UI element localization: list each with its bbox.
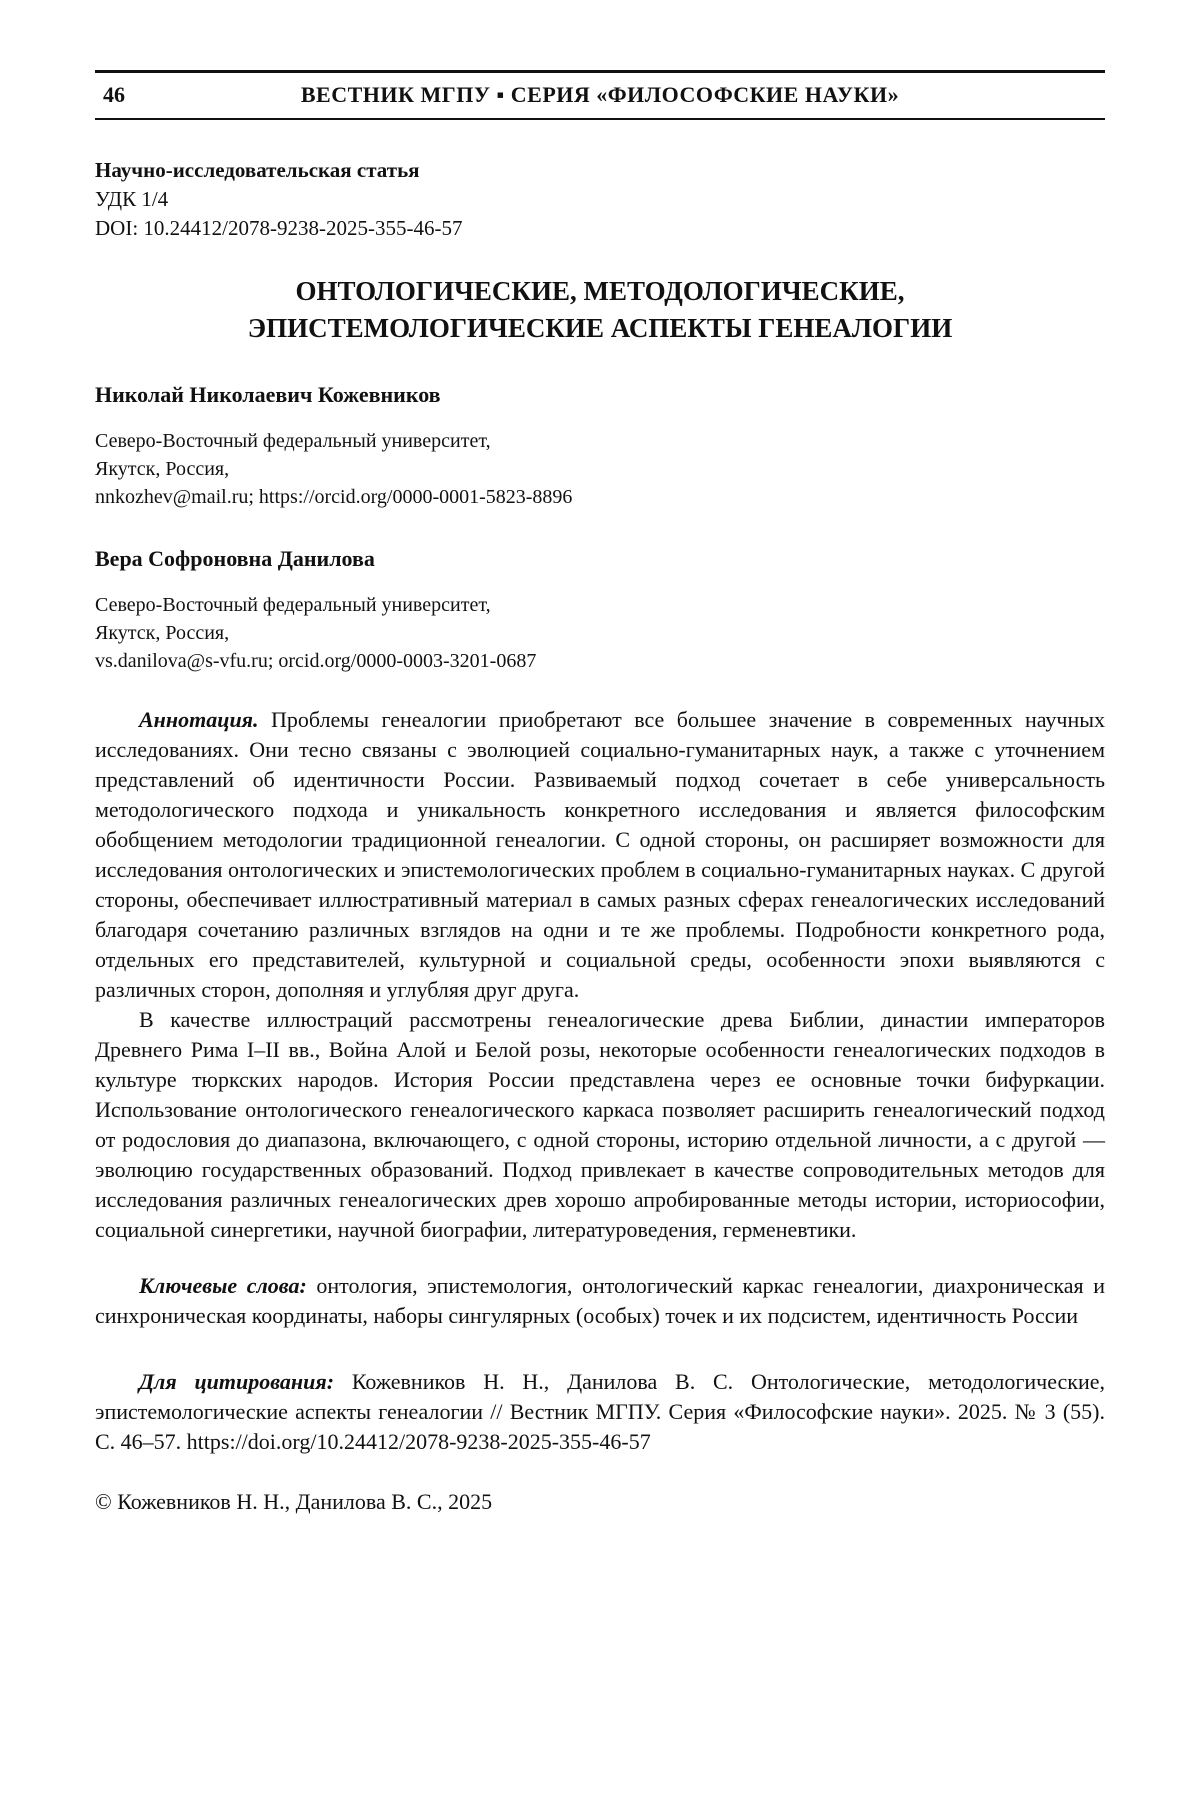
keywords-text: онтология, эпистемология, онтологический каркас генеалогии, диахроническая и синхроническая координаты, наборы сингулярных (особых) точек и их подсистем, идентичность России [95,1273,1106,1328]
copyright-line: © Кожевников Н. Н., Данилова В. С., 2025 [95,1489,493,1514]
abstract-label: Аннотация. [139,707,259,732]
author-contact: vs.danilova@s-vfu.ru; orcid.org/0000-0003-3201-0687 [95,650,537,672]
author-block-2 [95,545,1105,675]
affiliation-line: Северо-Восточный федеральный университет, [95,594,491,616]
citation-label: Для цитирования: [139,1369,335,1394]
affiliation-line: Северо-Восточный федеральный университет, [95,430,491,452]
running-head [95,70,1105,120]
author-affiliation [95,591,1105,675]
keywords-label: Ключевые слова: [139,1273,307,1298]
article-type: Научно-исследовательская статья [95,158,420,182]
affiliation-line: Якутск, Россия, [95,458,230,480]
keywords-paragraph [95,1271,1105,1331]
article-title: ОНТОЛОГИЧЕСКИЕ, МЕТОДОЛОГИЧЕСКИЕ, ЭПИСТЕМОЛОГИЧЕСКИЕ АСПЕКТЫ ГЕНЕАЛОГИИ [247,276,953,343]
author-affiliation [95,427,1105,511]
doi-line: DOI: 10.24412/2078-9238-2025-355-46-57 [95,216,463,240]
affiliation-line: Якутск, Россия, [95,622,230,644]
author-name: Вера Софроновна Данилова [95,546,375,571]
citation-text: Кожевников Н. Н., Данилова В. С. Онтологические, методологические, эпистемологические аспекты генеалогии // Вестник МГПУ. Серия «Философские науки». 2025. № 3 (55). С. 46–57. https://doi.org/10.24412/2078-9238-2025-355-46-57 [95,1369,1105,1454]
page-number: 46 [103,82,125,107]
abstract-text-1: Проблемы генеалогии приобретают все большее значение в современных научных исследованиях. Они тесно связаны с эволюцией социально-гуманитарных наук, а также с уточнением представлений об идентичности России. Развиваемый подход сочетает в себе универсальность методологического подхода и уникальность конкретного исследования и является философским обобщением методологии традиционной генеалогии. С одной стороны, он расширяет возможности для исследования онтологических и эпистемологических проблем в социально-гуманитарных науках. С другой стороны, обеспечивает иллюстративный материал в самых разных сферах генеалогических исследований благодаря сочетанию различных взглядов на одни и те же проблемы. Подробности конкретного рода, отдельных его представителей, культурной и социальной среды, особенности эпохи выявляются с различных сторон, дополняя и углубляя друг друга. [95,707,1105,1002]
author-name: Николай Николаевич Кожевников [95,382,441,407]
abstract-paragraph-1 [95,705,1105,1005]
abstract-paragraph-2: В качестве иллюстраций рассмотрены генеалогические древа Библии, династии императоров Древнего Рима I–II вв., Война Алой и Белой розы, некоторые особенности генеалогических подходов в культуре тюркских народов. История России представлена через ее основные точки бифуркации. Использование онтологического генеалогического каркаса позволяет расширить генеалогический подход от родословия до диапазона, включающего, с одной стороны, историю отдельной личности, а с другой — эволюцию государственных образований. Подход привлекает в качестве сопроводительных методов для исследования различных генеалогических древ хорошо апробированные методы истории, историософии, социальной синергетики, научной биографии, литературоведения, герменевтики. [95,1007,1105,1242]
author-contact: nnkozhev@mail.ru; https://orcid.org/0000-0001-5823-8896 [95,486,573,508]
udk-code: УДК 1/4 [95,187,169,211]
author-block-1 [95,381,1105,511]
article-meta [95,156,1105,243]
journal-title: ВЕСТНИК МГПУ ▪ СЕРИЯ «ФИЛОСОФСКИЕ НАУКИ» [300,82,900,107]
citation-paragraph [95,1367,1105,1457]
